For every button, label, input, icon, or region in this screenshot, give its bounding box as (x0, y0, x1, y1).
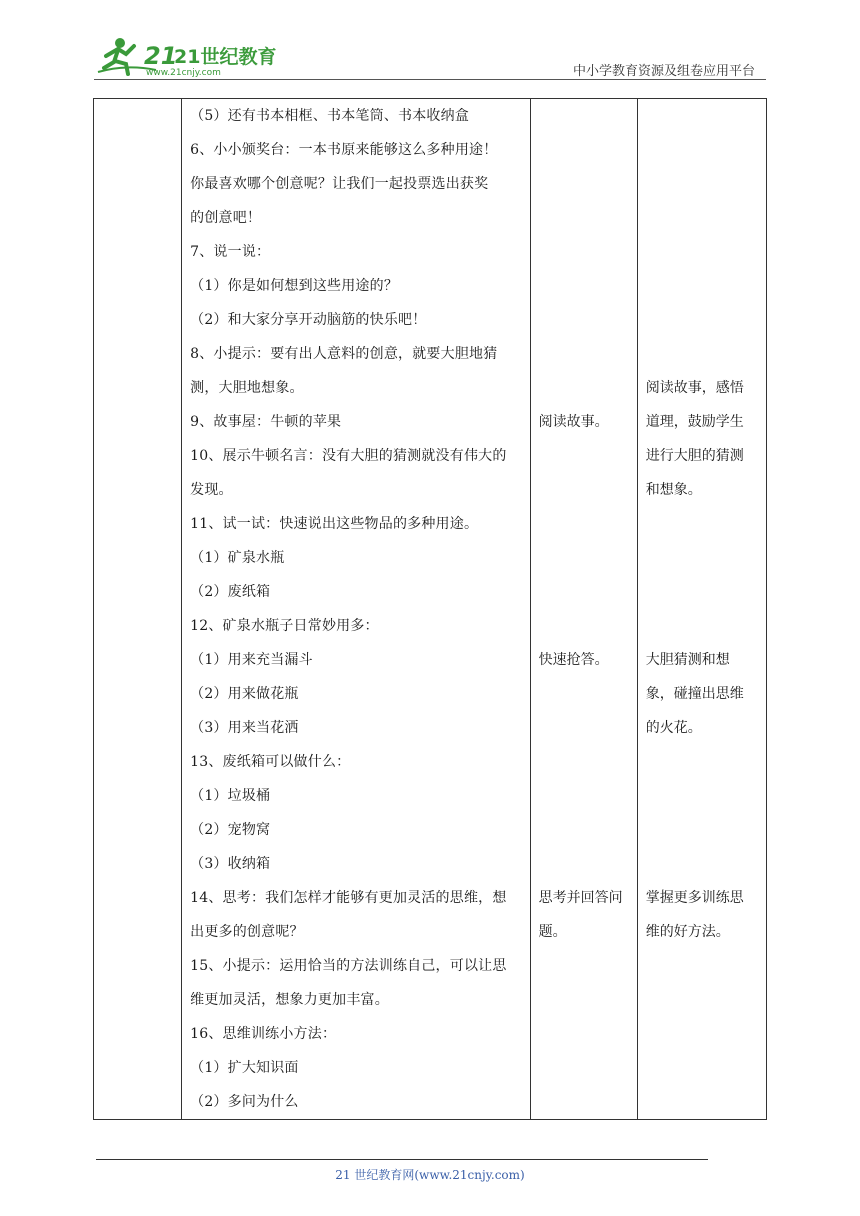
content-line: （1）用来充当漏斗 (190, 652, 313, 668)
content-line: 6、小小颁奖台：一本书原来能够这么多种用途！ (190, 142, 498, 158)
content-line: 16、思维训练小方法： (190, 1026, 337, 1042)
content-line: 发现。 (190, 482, 233, 498)
stage-cell (94, 99, 182, 1120)
content-line: （2）用来做花瓶 (190, 686, 299, 702)
content-line: 维更加灵活，想象力更加丰富。 (190, 992, 389, 1008)
platform-title: 中小学教育资源及组卷应用平台 (572, 64, 755, 79)
site-logo (96, 34, 277, 78)
content-line: 9、故事屋：牛顿的苹果 (190, 414, 342, 430)
header-divider (94, 79, 766, 80)
student-activity (539, 405, 631, 439)
content-line: 14、思考：我们怎样才能够有更加灵活的思维，想 (190, 890, 507, 906)
design-intent-line: 的火花。 (645, 720, 702, 736)
design-intent (646, 881, 758, 949)
content-line: 出更多的创意呢？ (190, 924, 304, 940)
teaching-content-cell (182, 99, 531, 1120)
content-line: 15、小提示：运用恰当的方法训练自己，可以让思 (190, 958, 507, 974)
content-line: 的创意吧！ (190, 210, 262, 226)
svg-text:21世纪教育: 21世纪教育 (174, 46, 277, 68)
design-intent-line: 和想象。 (645, 482, 702, 498)
footer-text: 21 世纪教育网(www.21cnjy.com) (335, 1168, 525, 1182)
design-intent (646, 643, 758, 745)
student-activity-line: 思考并回答问 (538, 890, 623, 906)
content-line: （5）还有书本相框、书本笔筒、书本收纳盒 (190, 108, 470, 124)
student-activity-cell (530, 99, 637, 1120)
content-line: （2）多问为什么 (190, 1094, 299, 1110)
design-intent-line: 进行大胆的猜测 (645, 448, 744, 464)
content-line: 8、小提示：要有出人意料的创意，就要大胆地猜 (190, 346, 498, 362)
content-line: （3）用来当花洒 (190, 720, 299, 736)
design-intent-line: 道理，鼓励学生 (645, 414, 744, 430)
design-intent (646, 371, 758, 507)
content-line: （2）和大家分享开动脑筋的快乐吧！ (190, 312, 427, 328)
student-activity (539, 881, 631, 949)
teaching-content-list (182, 99, 530, 1119)
design-intent-line: 掌握更多训练思 (645, 890, 744, 906)
content-line: （1）垃圾桶 (190, 788, 271, 804)
content-line: （3）收纳箱 (190, 856, 271, 872)
svg-text:21: 21 (144, 42, 178, 70)
student-activity (539, 643, 631, 677)
content-line: 10、展示牛顿名言：没有大胆的猜测就没有伟大的 (190, 448, 507, 464)
content-line: （1）矿泉水瓶 (190, 550, 285, 566)
content-line: 7、说一说： (190, 244, 271, 260)
content-line: 12、矿泉水瓶子日常妙用多： (190, 618, 379, 634)
content-line: （2）废纸箱 (190, 584, 271, 600)
design-intent-line: 维的好方法。 (645, 924, 730, 940)
svg-text:www.21cnjy.com: www.21cnjy.com (146, 68, 221, 78)
runner-logo-icon (96, 34, 277, 78)
content-line: （2）宠物窝 (190, 822, 271, 838)
lesson-table (93, 98, 767, 1120)
student-activity-line: 题。 (538, 924, 567, 940)
content-line: （1）你是如何想到这些用途的？ (190, 278, 399, 294)
footer-divider (96, 1159, 708, 1160)
student-activity-line: 快速抢答。 (538, 652, 609, 668)
design-intent-line: 阅读故事，感悟 (645, 380, 744, 396)
design-intent-line: 象，碰撞出思维 (645, 686, 744, 702)
content-line: （1）扩大知识面 (190, 1060, 299, 1076)
design-intent-cell (637, 99, 766, 1120)
content-line: 11、试一试：快速说出这些物品的多种用途。 (190, 516, 479, 532)
student-activity-line: 阅读故事。 (538, 414, 609, 430)
content-line: 你最喜欢哪个创意呢？让我们一起投票选出获奖 (190, 176, 489, 192)
design-intent-line: 大胆猜测和想 (645, 652, 730, 668)
content-line: 测，大胆地想象。 (190, 380, 304, 396)
content-line: 13、废纸箱可以做什么： (190, 754, 351, 770)
